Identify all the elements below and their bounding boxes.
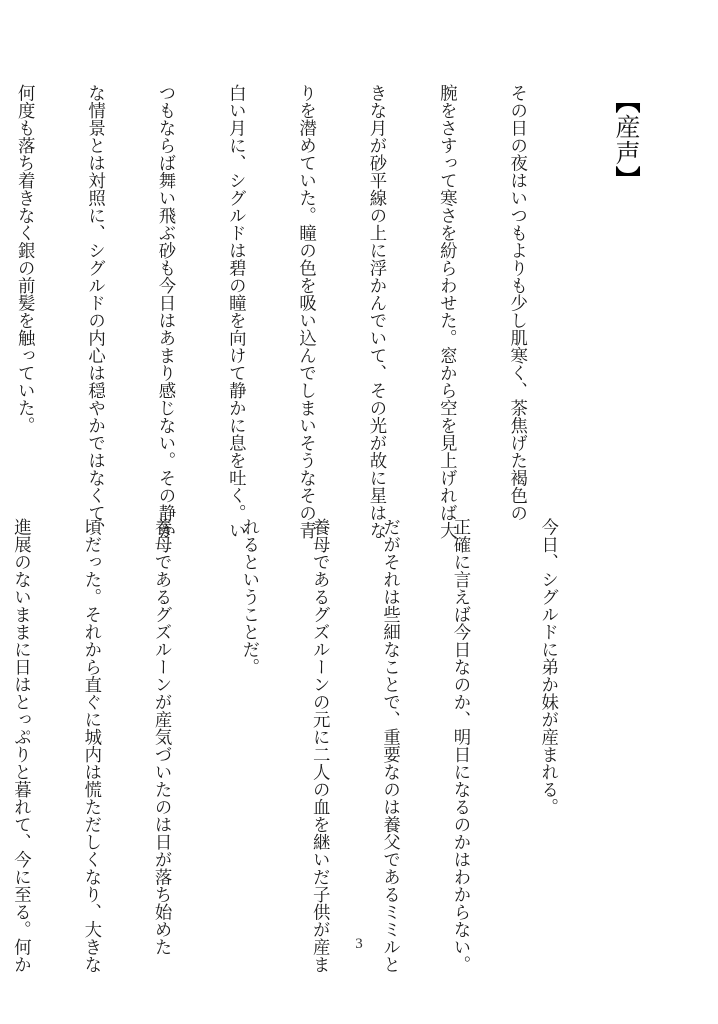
text-column: 養母であるグズルーンの元に二人の血を継いだ子供が産ま xyxy=(309,518,330,973)
title-open-bracket: 【 xyxy=(612,88,641,114)
text-block-top xyxy=(0,84,592,539)
title-text: 産声 xyxy=(612,114,641,166)
text-column: だがそれは些細なことで、重要なのは養父であるミミルと xyxy=(379,518,400,973)
text-column: 腕をさすって寒さを紛らわせた。窓から空を見上げれば大 xyxy=(436,84,457,539)
text-column: その日の夜はいつもよりも少し肌寒く、茶焦げた褐色の xyxy=(506,84,527,522)
text-column: つもならば舞い飛ぶ砂も今日はあまり感じない。その静か xyxy=(154,84,175,539)
text-column: れるということだ。 xyxy=(238,518,259,676)
text-column: 何度も落ち着きなく銀の前髪を触っていた。 xyxy=(14,84,35,434)
text-column: 正確に言えば今日なのか、明日になるのかはわからない。 xyxy=(449,518,470,973)
text-column: きな月が砂平線の上に浮かんでいて、その光が故に星はな xyxy=(365,84,386,539)
page-number: 3 xyxy=(355,936,363,952)
text-column: りを潜めていた。瞳の色を吸い込んでしまいそうなその青 xyxy=(295,84,316,539)
text-column: 今日、シグルドに弟か妹が産まれる。 xyxy=(537,518,558,816)
text-column: 進展のないままに日はとっぷりと暮れて、今に至る。何か xyxy=(10,518,31,973)
text-column: な情景とは対照に、シグルドの内心は穏やかではなくて、 xyxy=(84,84,105,539)
text-block-bottom xyxy=(0,518,623,973)
text-column: 養母であるグズルーンが産気づいたのは日が落ち始めた xyxy=(151,518,172,956)
text-column: 頃だった。それから直ぐに城内は慌ただしくなり、大きな xyxy=(80,518,101,973)
text-column: 白い月に、シグルドは碧の瞳を向けて静かに息を吐く。い xyxy=(225,84,246,539)
title-close-bracket: 】 xyxy=(612,166,641,192)
chapter-title xyxy=(612,88,640,192)
